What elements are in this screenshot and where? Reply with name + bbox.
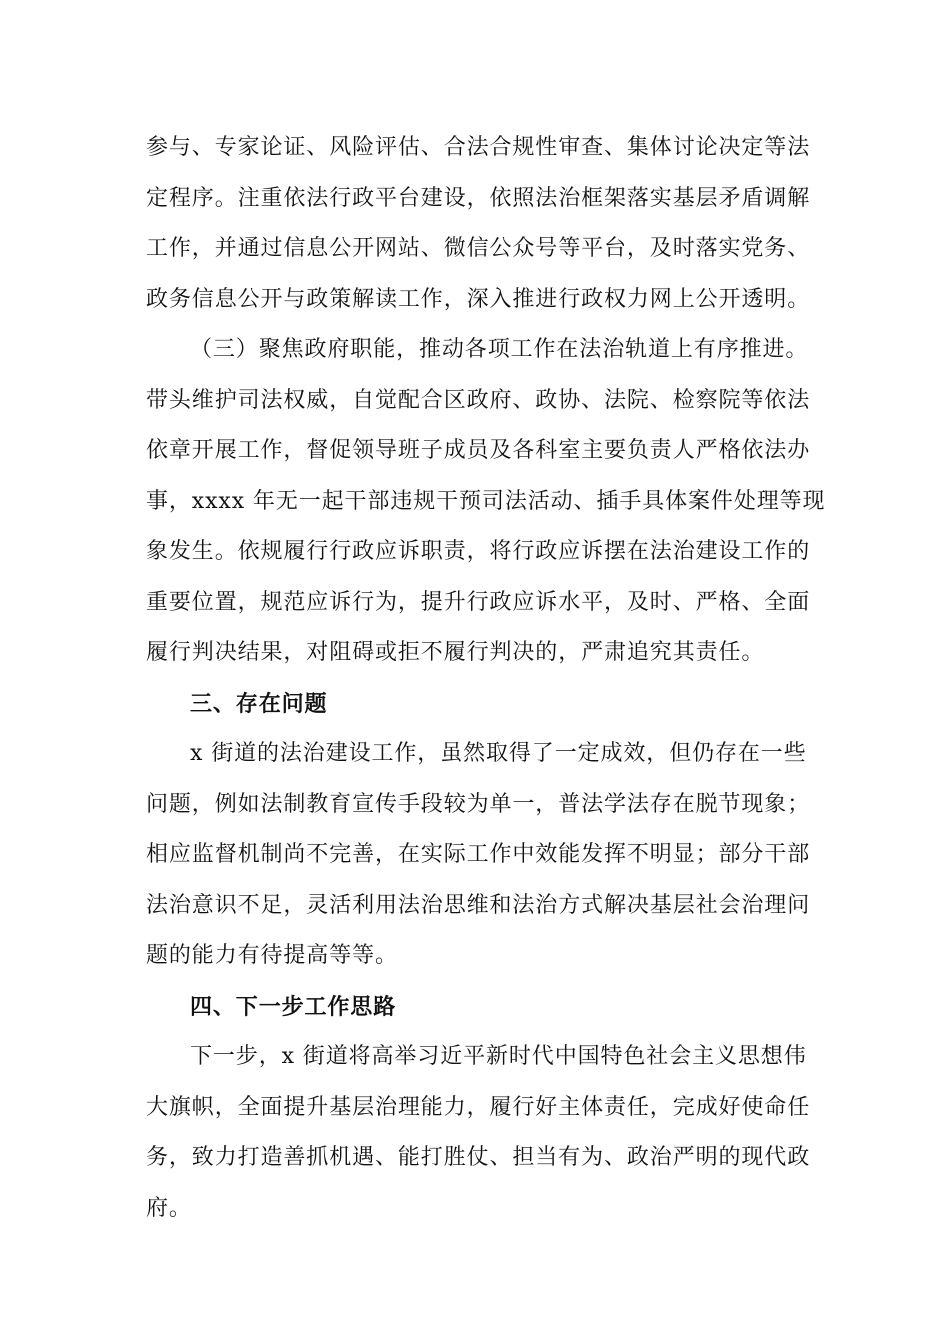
text-line: （三）聚焦政府职能，推动各项工作在法治轨道上有序推进。 (190, 337, 809, 362)
paragraph-government-functions (146, 325, 826, 679)
text-line: 定程序。注重依法行政平台建设，依照法治框架落实基层矛盾调解 (146, 185, 811, 211)
text-line: 工作，并通过信息公开网站、微信公众号等平台，及时落实党务、 (146, 236, 811, 261)
paragraph-public-decision (146, 123, 811, 325)
document-body (146, 123, 826, 1234)
text-line: 事，xxxx 年无一起干部违规干预司法活动、插手具体案件处理等现 (146, 488, 826, 514)
text-line: 下一步，x 街道将高举习近平新时代中国特色社会主义思想伟 (190, 1044, 807, 1069)
text-line: 象发生。依规履行行政应诉职责，将行政应诉摆在法治建设工作的 (146, 539, 811, 564)
paragraph-existing-problems (146, 729, 811, 982)
text-line: 参与、专家论证、风险评估、合法合规性审查、集体讨论决定等法 (146, 135, 811, 160)
text-line: 务，致力打造善抓机遇、能打胜仗、担当有为、政治严明的现代政 (146, 1145, 811, 1170)
text-line: 题的能力有待提高等等。 (146, 943, 398, 968)
text-line: x 街道的法治建设工作，虽然取得了一定成效，但仍存在一些 (190, 741, 807, 766)
text-line: 法治意识不足，灵活利用法治思维和法治方式解决基层社会治理问 (146, 892, 811, 918)
text-line: 带头维护司法权威，自觉配合区政府、政协、法院、检察院等依法 (146, 387, 811, 413)
section-heading-next-steps: 四、下一步工作思路 (190, 993, 397, 1020)
text-line: 履行判决结果，对阻碍或拒不履行判决的，严肃追究其责任。 (146, 640, 765, 665)
text-line: 政务信息公开与政策解读工作，深入推进行政权力网上公开透明。 (146, 286, 811, 312)
text-line: 大旗帜，全面提升基层治理能力，履行好主体责任，完成好使命任 (146, 1094, 811, 1120)
text-line: 重要位置，规范应诉行为，提升行政应诉水平，及时、严格、全面 (146, 589, 811, 615)
text-line: 相应监督机制尚不完善，在实际工作中效能发挥不明显；部分干部 (146, 842, 811, 867)
text-line: 府。 (146, 1195, 192, 1221)
text-line: 依章开展工作，督促领导班子成员及各科室主要负责人严格依法办 (146, 438, 811, 463)
section-heading-problems: 三、存在问题 (190, 690, 328, 717)
text-line: 问题，例如法制教育宣传手段较为单一，普法学法存在脱节现象； (146, 791, 811, 817)
paragraph-next-steps (146, 1032, 811, 1234)
